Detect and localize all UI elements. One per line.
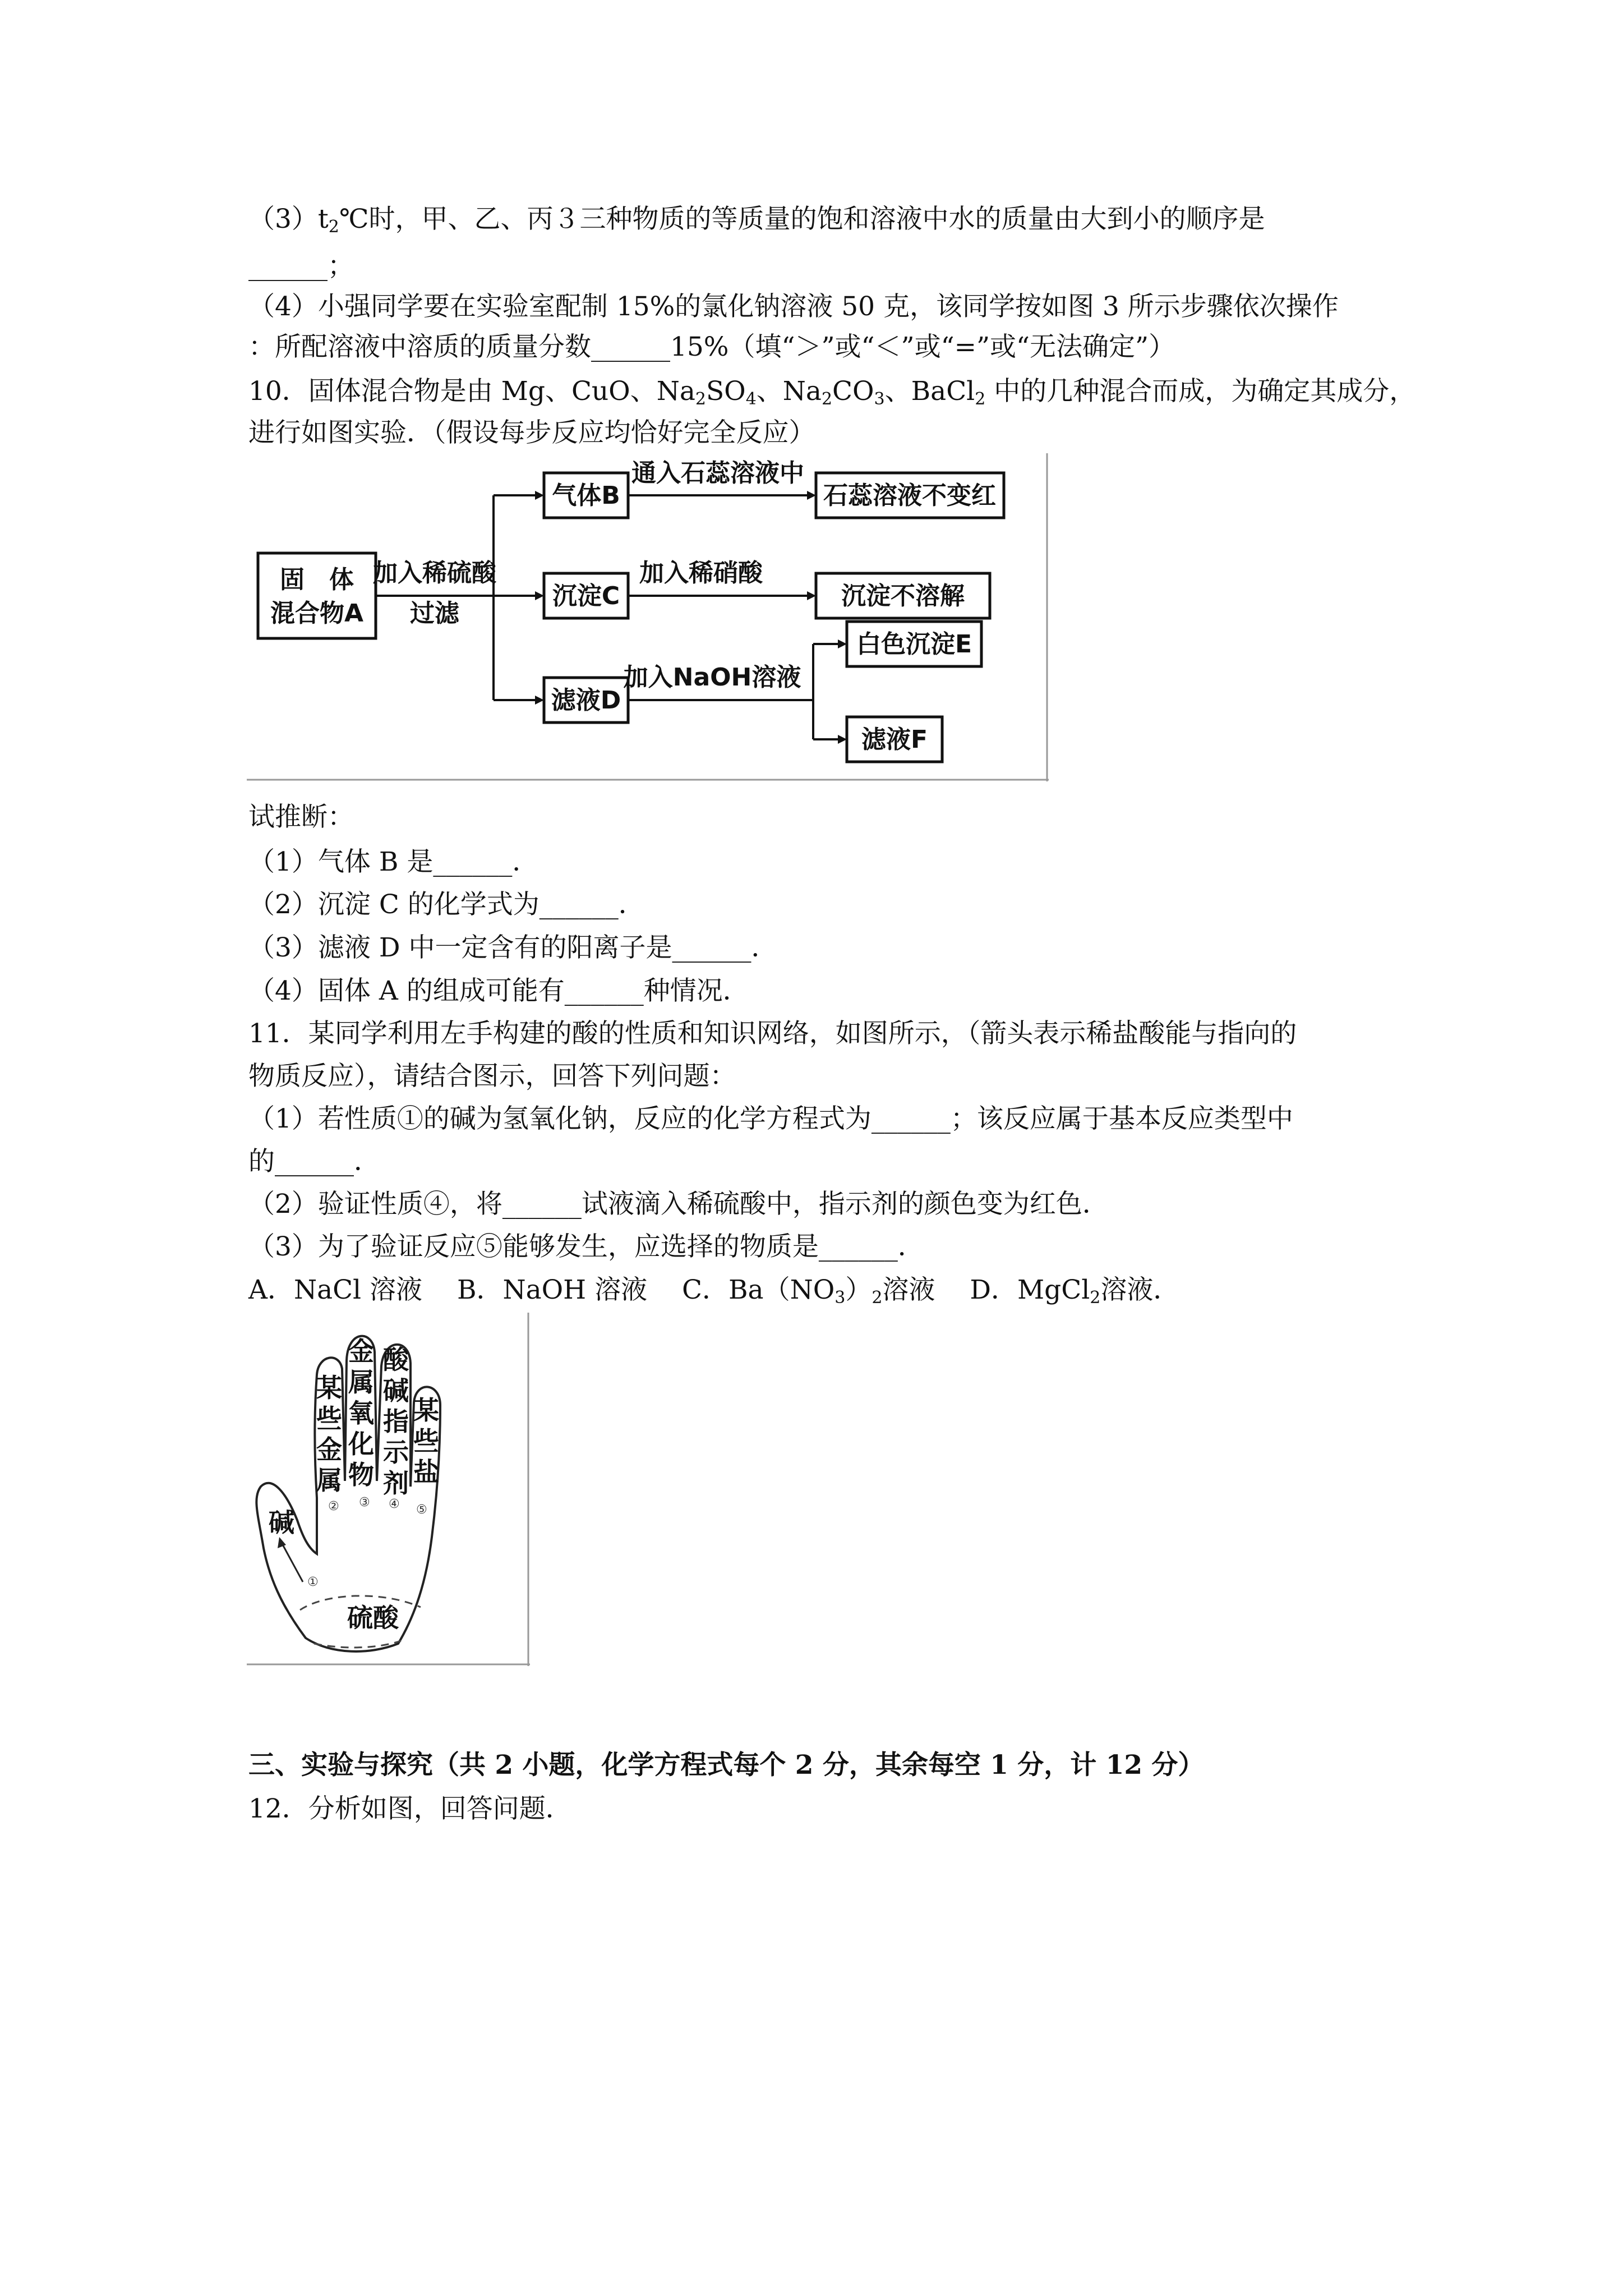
box-b-result-label: 石蕊溶液不变红 [823,481,996,510]
box-a-label-2: 混合物A [270,599,364,628]
q10-sub4: （4）固体 A 的组成可能有______种情况． [248,976,749,1006]
q11-options: A．NaCl 溶液 B．NaOH 溶液 C．$Ba(NO_3)_2$溶液 D．MgCl$_2$溶液． [248,1274,1180,1308]
marker-3: ③ [359,1496,370,1510]
q11-line6: （3）为了验证反应⑤能够发生，应选择的物质是______． [248,1231,924,1262]
svg-text:些: 些 [413,1426,439,1456]
svg-text:金: 金 [316,1434,342,1465]
finger-label-some-metals [316,1373,342,1496]
marker-2: ② [328,1499,339,1513]
palm-label-sulfuric-acid: 硫酸 [347,1603,399,1633]
svg-text:化: 化 [348,1429,374,1459]
svg-text:示: 示 [383,1437,409,1467]
q10-sub1: （1）气体 B 是______． [248,846,539,877]
svg-text:金: 金 [348,1336,374,1366]
svg-text:属: 属 [348,1367,374,1397]
q10-infer: 试推断： [248,802,354,832]
q10-sub2: （2）沉淀 C 的化学式为______． [248,889,645,920]
q9-part3-line1: $(3)t_2℃$时，甲、乙、丙３三种物质的等质量的饱和溶液中水的质量由大到小的顺序是 [248,204,1265,237]
svg-text:指: 指 [383,1406,409,1437]
q11-hand-figure [247,1313,530,1666]
arrow-b-label: 通入石蕊溶液中 [631,459,804,487]
section3-title: 三、实验与探究（共 2 小题，化学方程式每个 2 分，其余每空 1 分，计 12 分） [248,1750,1205,1780]
svg-text:碱: 碱 [383,1375,409,1406]
box-a-label-1: 固 体 [280,565,354,594]
arrow-main-label-1: 加入稀硫酸 [373,559,496,587]
q12-line1: 12．分析如图，回答问题． [248,1793,572,1824]
q9-part4-line2: ：所配溶液中溶质的质量分数______15%（填“＞”或“＜”或“=”或“无法确定”） [248,332,1175,362]
thumb-label-base: 碱 [269,1507,294,1538]
q10-line1: 10．固体混合物是由 Mg、CuO、$Na_2SO_4$、$Na_2CO_3$、BaCl$_2$ 中的几种混合而成，为确定其成分， [248,376,1416,409]
box-c-result-label: 沉淀不溶解 [841,582,965,610]
svg-text:剂: 剂 [383,1468,409,1498]
finger-label-indicators [383,1345,409,1498]
q10-sub3: （3）滤液 D 中一定含有的阳离子是______． [248,932,778,963]
arrow-main-label-2: 过滤 [410,599,459,628]
q11-line5: （2）验证性质④，将______试液滴入稀硫酸中，指示剂的颜色变为红色． [248,1189,1109,1220]
q9-part4-line1: （4）小强同学要在实验室配制 15%的氯化钠溶液 50 克，该同学按如图 3 所示步骤依次操作 [248,291,1339,322]
q11-line4: 的______． [248,1146,380,1177]
svg-text:某: 某 [316,1373,342,1403]
svg-text:物: 物 [348,1460,374,1490]
box-f-label: 滤液F [861,725,928,754]
svg-text:某: 某 [413,1395,439,1425]
marker-5: ⑤ [416,1503,427,1517]
box-c-label: 沉淀C [552,582,620,610]
box-e-label: 白色沉淀E [856,630,972,659]
finger-label-some-salts [413,1395,439,1487]
arrow-d-label: 加入NaOH溶液 [623,663,801,692]
q10-flow-diagram [247,453,1049,781]
q11-line3: （1）若性质①的碱为氢氧化钠，反应的化学方程式为______；该反应属于基本反应类型中 [248,1103,1293,1134]
q11-line1: 11．某同学利用左手构建的酸的性质和知识网络，如图所示，（箭头表示稀盐酸能与指向的 [248,1018,1297,1049]
svg-text:属: 属 [316,1465,342,1496]
svg-text:些: 些 [316,1404,342,1434]
box-b-label: 气体B [552,481,620,510]
box-d-label: 滤液D [551,686,621,715]
svg-text:氧: 氧 [348,1398,374,1428]
q11-line2: 物质反应），请结合图示，回答下列问题： [248,1061,736,1092]
q9-part3-line2: ______； [248,251,354,282]
q10-line2: 进行如图实验．（假设每步反应均恰好完全反应） [248,417,815,448]
marker-4: ④ [389,1497,400,1511]
arrow-c-label: 加入稀硝酸 [639,559,763,587]
svg-text:盐: 盐 [413,1457,439,1487]
svg-text:酸: 酸 [383,1345,409,1375]
marker-1: ① [307,1575,319,1589]
finger-label-metal-oxides [348,1336,374,1490]
